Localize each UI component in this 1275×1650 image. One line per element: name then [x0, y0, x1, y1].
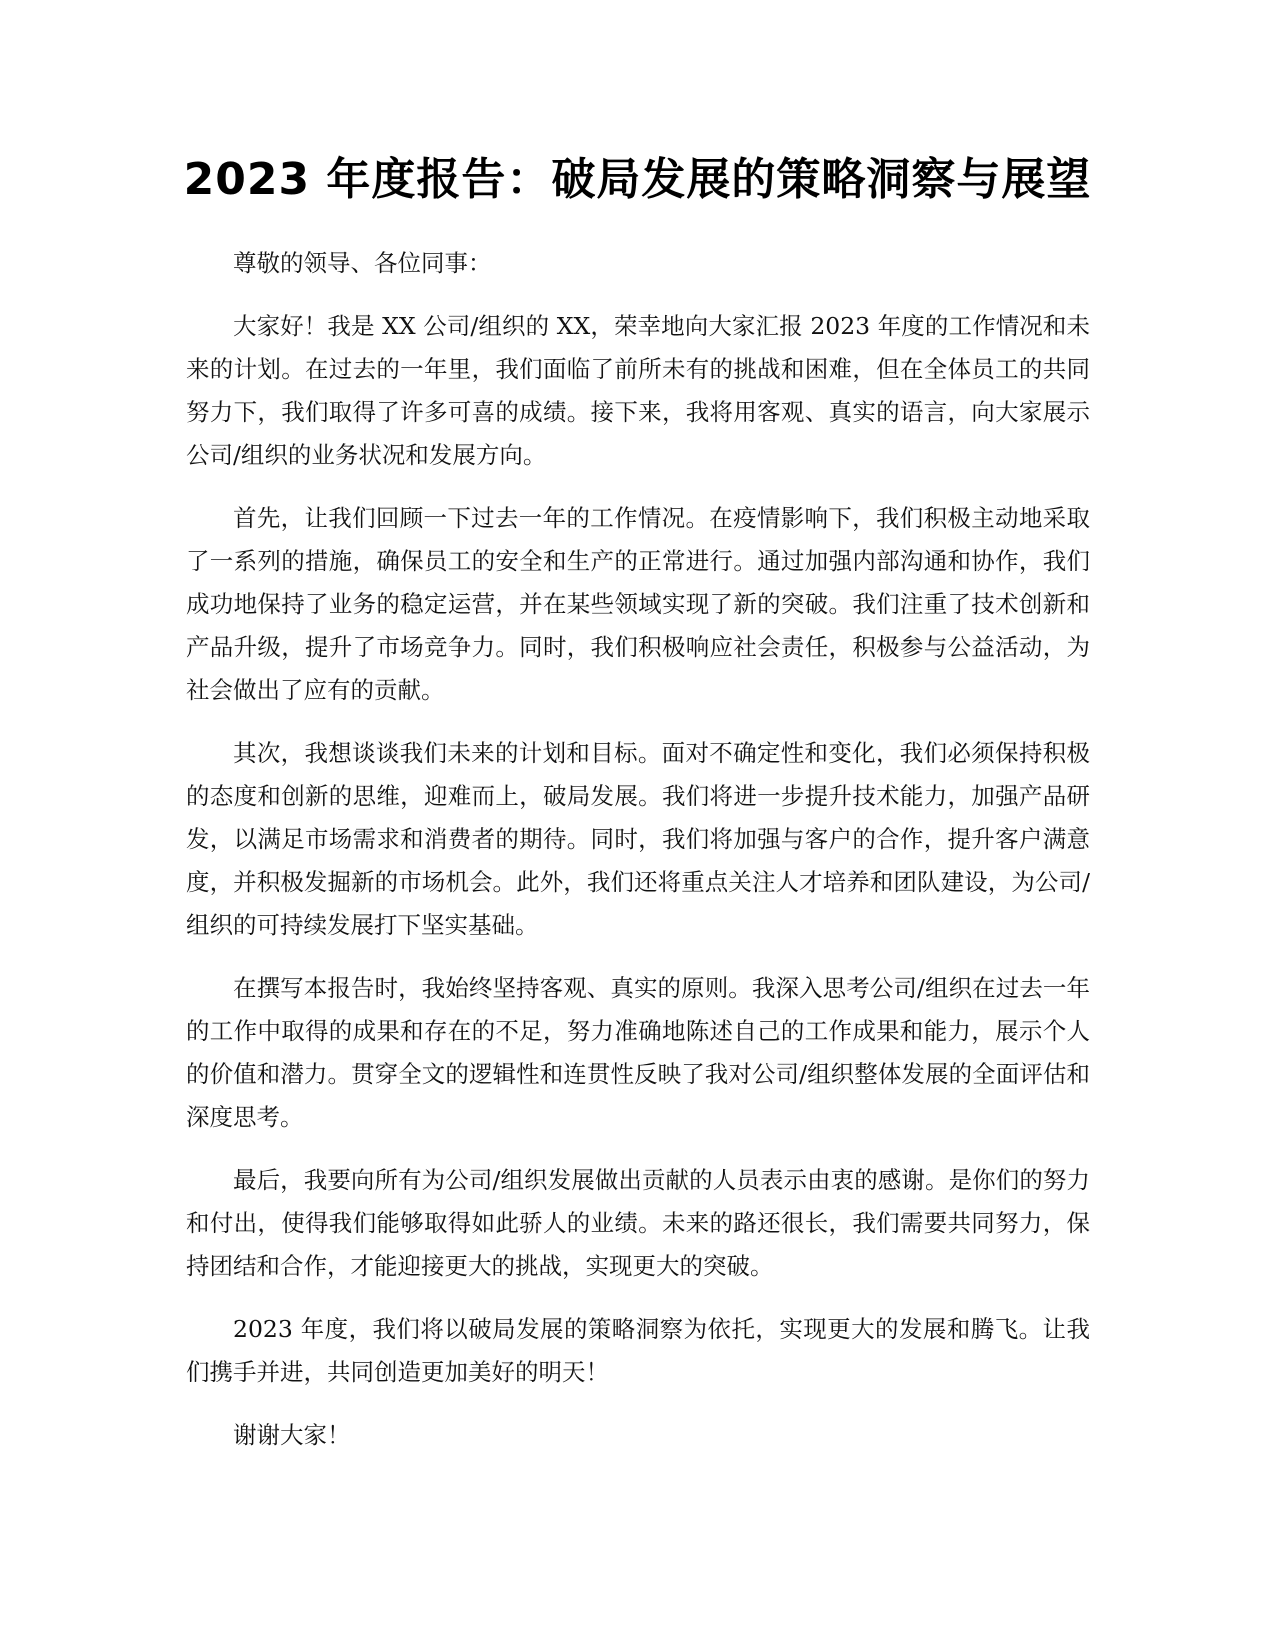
document-title: 2023 年度报告：破局发展的策略洞察与展望	[183, 154, 1092, 205]
closing-paragraph: 谢谢大家！	[233, 1421, 351, 1449]
body-paragraph-intro: 大家好！我是 XX 公司/组织的 XX，荣幸地向大家汇报 2023 年度的工作情况和未来的计划。在过去的一年里，我们面临了前所未有的挑战和困难，但在全体员工的共同努力下，我们取得了许多可喜的成绩。接下来，我将用客观、真实的语言，向大家展示公司/组织的业务状况和发展方向。	[186, 312, 1090, 469]
body-paragraph-plan: 其次，我想谈谈我们未来的计划和目标。面对不确定性和变化，我们必须保持积极的态度和创新的思维，迎难而上，破局发展。我们将进一步提升技术能力，加强产品研发，以满足市场需求和消费者的期待。同时，我们将加强与客户的合作，提升客户满意度，并积极发掘新的市场机会。此外，我们还将重点关注人才培养和团队建设，为公司/组织的可持续发展打下坚实基础。	[186, 739, 1090, 939]
document-body	[186, 242, 1090, 1477]
body-paragraph-thanks: 最后，我要向所有为公司/组织发展做出贡献的人员表示由衷的感谢。是你们的努力和付出，使得我们能够取得如此骄人的业绩。未来的路还很长，我们需要共同努力，保持团结和合作，才能迎接更大的挑战，实现更大的突破。	[186, 1166, 1090, 1280]
salutation-paragraph: 尊敬的领导、各位同事：	[233, 249, 492, 277]
body-paragraph-review: 首先，让我们回顾一下过去一年的工作情况。在疫情影响下，我们积极主动地采取了一系列的措施，确保员工的安全和生产的正常进行。通过加强内部沟通和协作，我们成功地保持了业务的稳定运营，并在某些领域实现了新的突破。我们注重了技术创新和产品升级，提升了市场竞争力。同时，我们积极响应社会责任，积极参与公益活动，为社会做出了应有的贡献。	[186, 504, 1090, 704]
body-paragraph-principle: 在撰写本报告时，我始终坚持客观、真实的原则。我深入思考公司/组织在过去一年的工作中取得的成果和存在的不足，努力准确地陈述自己的工作成果和能力，展示个人的价值和潜力。贯穿全文的逻辑性和连贯性反映了我对公司/组织整体发展的全面评估和深度思考。	[186, 974, 1090, 1131]
body-paragraph-outlook: 2023 年度，我们将以破局发展的策略洞察为依托，实现更大的发展和腾飞。让我们携手并进，共同创造更加美好的明天！	[186, 1315, 1090, 1386]
